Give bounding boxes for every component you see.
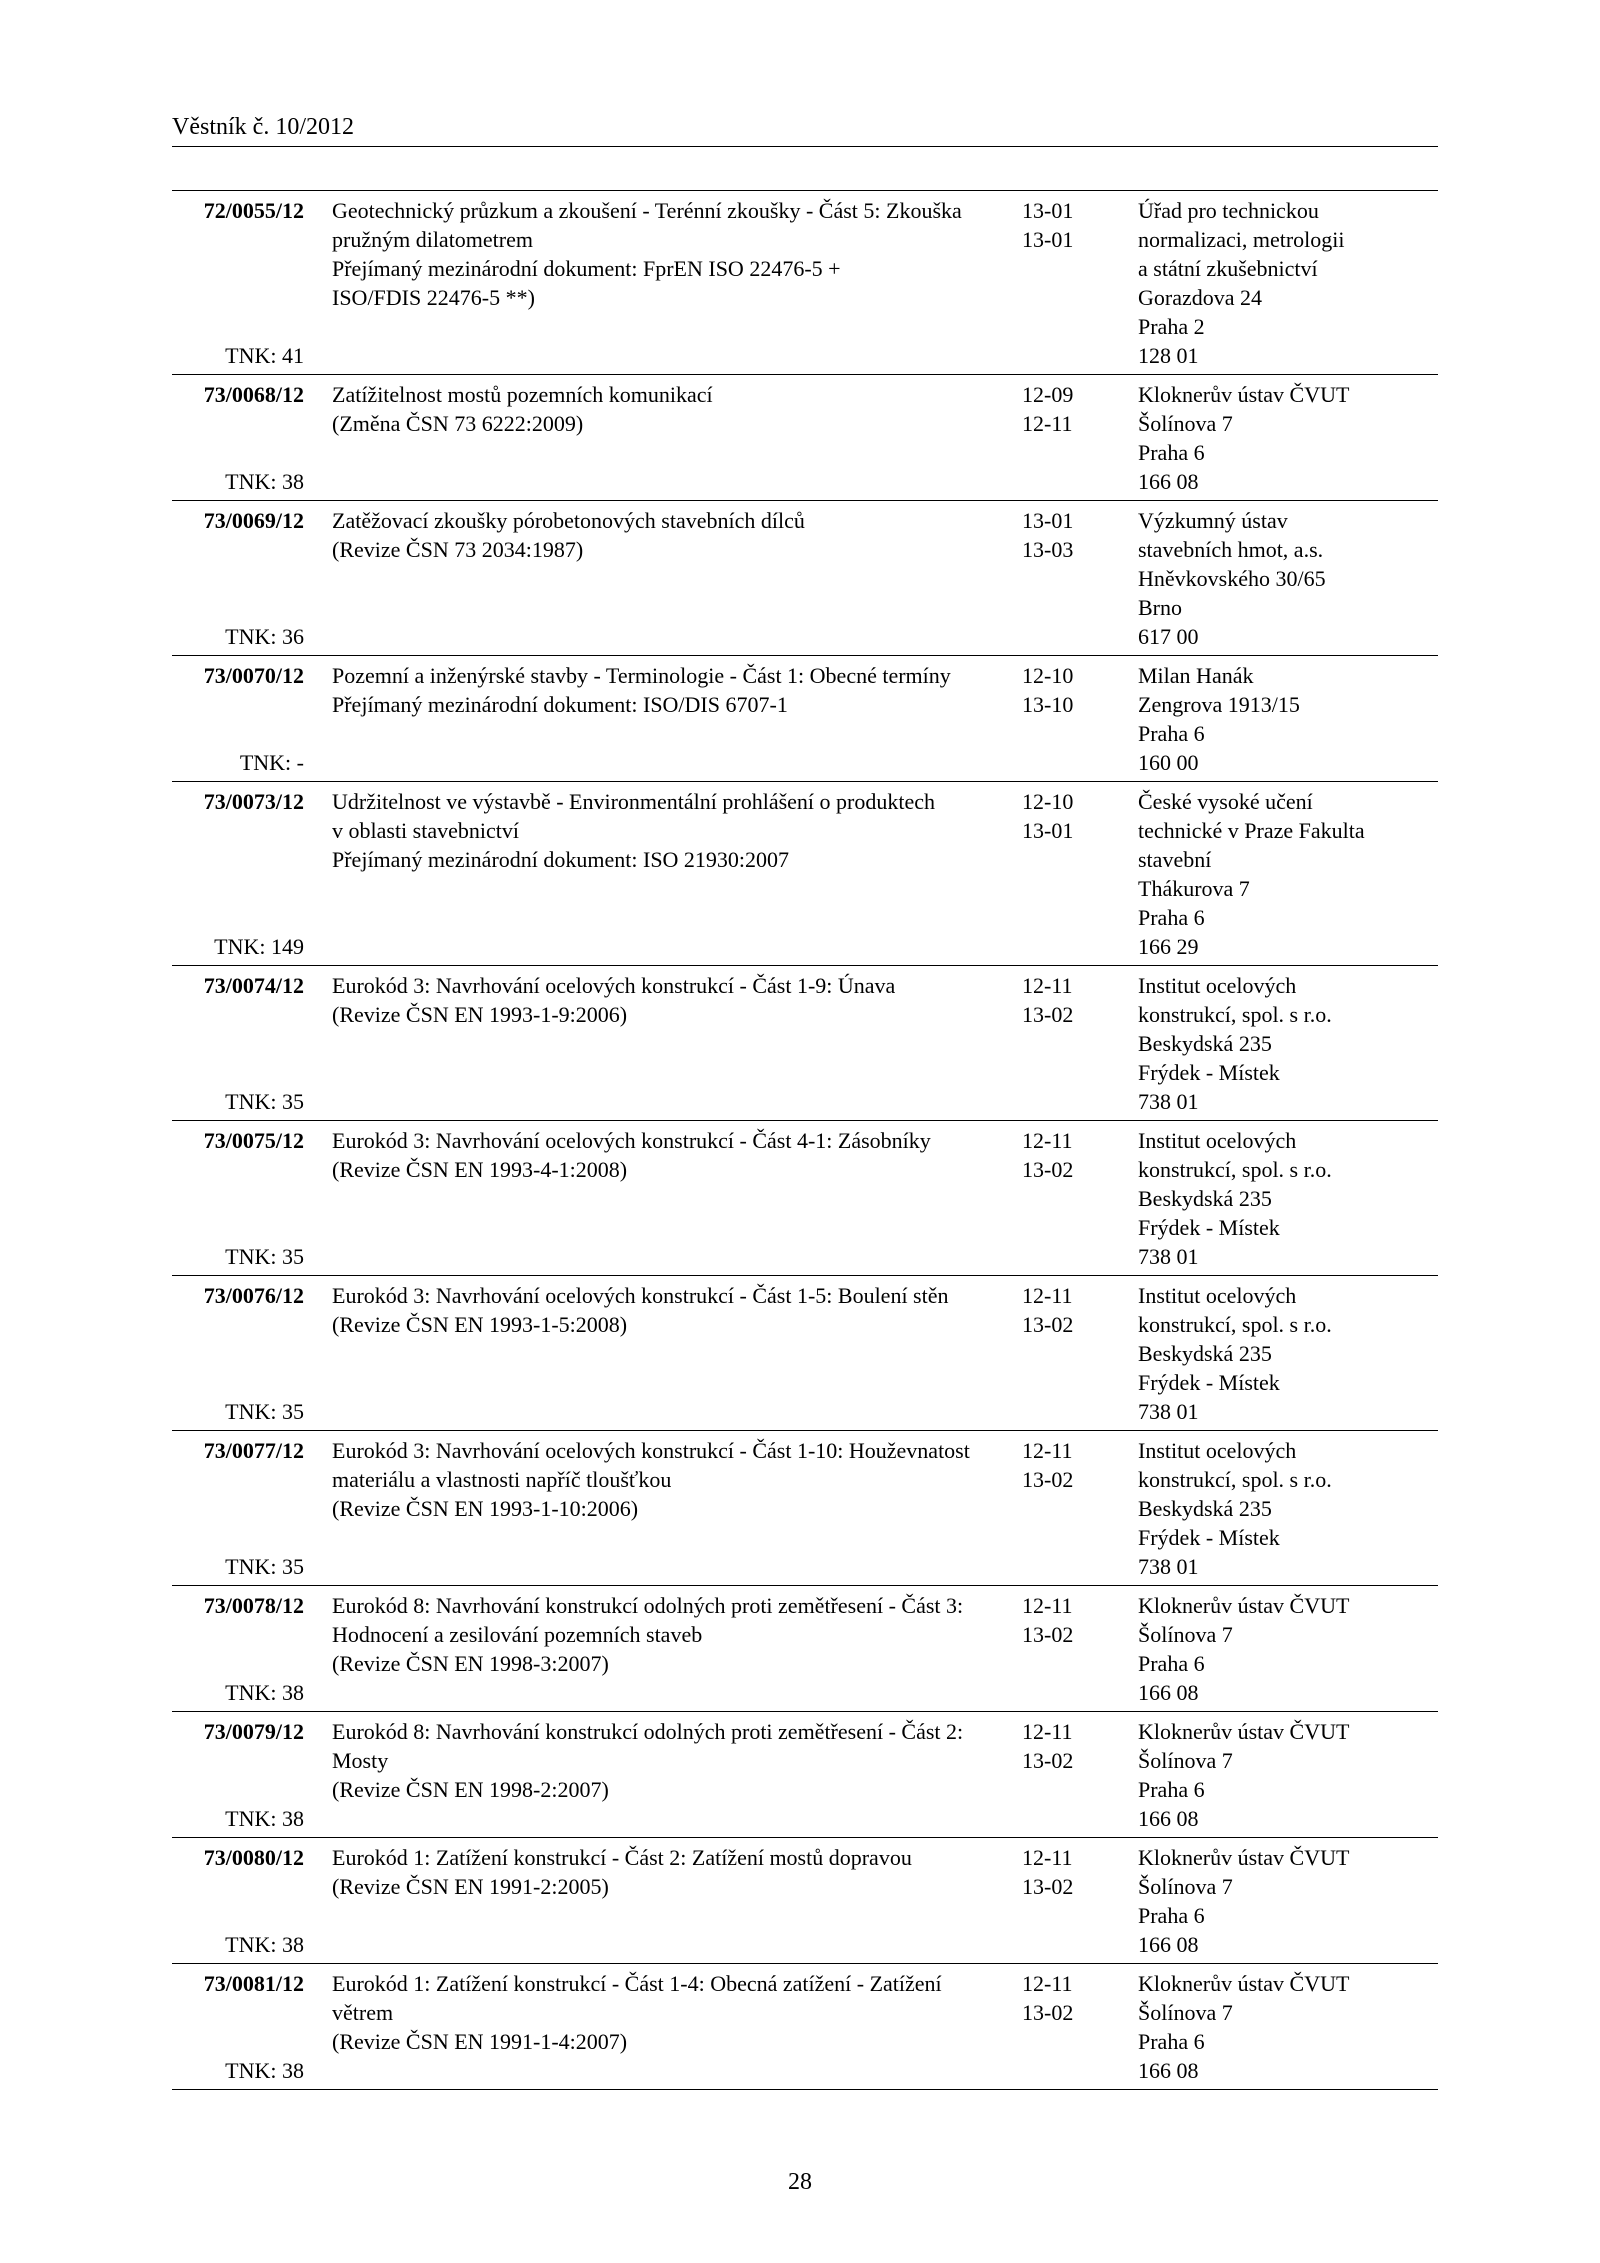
- table-row: [172, 1838, 1438, 1964]
- processor-line: Praha 6: [1138, 1651, 1205, 1676]
- entry-dates: [1000, 1281, 1112, 1426]
- table-row: [172, 1964, 1438, 2090]
- description-line: v oblasti stavebnictví: [332, 818, 519, 843]
- entry-tnk: TNK: 38: [225, 469, 304, 494]
- processor-line: 166 08: [1138, 469, 1199, 494]
- entry-processor: [1112, 1126, 1438, 1271]
- entry-dates: [1000, 1843, 1112, 1959]
- date-value: 13-02: [1022, 1157, 1074, 1182]
- entry-id-cell: [172, 1281, 308, 1426]
- entry-number: 73/0068/12: [203, 382, 304, 407]
- description-line: Eurokód 8: Navrhování konstrukcí odolných proti zemětřesení - Část 3:: [332, 1593, 964, 1618]
- table-row: [172, 1431, 1438, 1586]
- description-line: Geotechnický průzkum a zkoušení - Terénní zkoušky - Část 5: Zkouška: [332, 198, 962, 223]
- description-line: (Revize ČSN EN 1993-1-10:2006): [332, 1496, 639, 1521]
- table-row: [172, 375, 1438, 501]
- processor-line: 166 08: [1138, 1932, 1199, 1957]
- entry-dates: [1000, 1717, 1112, 1833]
- entry-description: [308, 787, 1000, 961]
- entry-processor: [1112, 1591, 1438, 1707]
- processor-line: Úřad pro technickou: [1138, 198, 1319, 223]
- description-line: (Revize ČSN EN 1993-4-1:2008): [332, 1157, 628, 1182]
- processor-line: Frýdek - Místek: [1138, 1525, 1280, 1550]
- entry-processor: [1112, 661, 1438, 777]
- processor-line: Frýdek - Místek: [1138, 1060, 1280, 1085]
- entry-id-cell: [172, 506, 308, 651]
- processor-line: 738 01: [1138, 1554, 1199, 1579]
- entry-description: [308, 1969, 1000, 2085]
- entry-number: 73/0079/12: [203, 1719, 304, 1744]
- entry-processor: [1112, 196, 1438, 370]
- processor-line: Frýdek - Místek: [1138, 1215, 1280, 1240]
- entry-number: 73/0069/12: [203, 508, 304, 533]
- processor-line: Kloknerův ústav ČVUT: [1138, 1593, 1350, 1618]
- date-value: 12-11: [1022, 1593, 1073, 1618]
- date-value: 12-09: [1022, 382, 1074, 407]
- description-line: Eurokód 3: Navrhování ocelových konstrukcí - Část 1-10: Houževnatost: [332, 1438, 970, 1463]
- processor-line: Kloknerův ústav ČVUT: [1138, 1971, 1350, 1996]
- processor-line: Beskydská 235: [1138, 1186, 1272, 1211]
- processor-line: Milan Hanák: [1138, 663, 1254, 688]
- entry-description: [308, 971, 1000, 1116]
- entry-processor: [1112, 1843, 1438, 1959]
- entry-processor: [1112, 1281, 1438, 1426]
- page-title: Věstník č. 10/2012: [172, 114, 354, 140]
- entry-number: 73/0080/12: [203, 1845, 304, 1870]
- processor-line: 166 08: [1138, 1806, 1199, 1831]
- description-line: (Změna ČSN 73 6222:2009): [332, 411, 584, 436]
- entry-number: 73/0081/12: [203, 1971, 304, 1996]
- processor-line: stavební: [1138, 847, 1212, 872]
- processor-line: Kloknerův ústav ČVUT: [1138, 382, 1350, 407]
- processor-line: Praha 6: [1138, 1777, 1205, 1802]
- entry-number: 73/0078/12: [203, 1593, 304, 1618]
- entry-number: 72/0055/12: [203, 198, 304, 223]
- description-line: (Revize ČSN EN 1993-1-5:2008): [332, 1312, 628, 1337]
- entry-dates: [1000, 661, 1112, 777]
- entry-id-cell: [172, 1843, 308, 1959]
- date-value: 12-11: [1022, 1971, 1073, 1996]
- date-value: 13-01: [1022, 227, 1074, 252]
- description-line: ISO/FDIS 22476-5 **): [332, 285, 535, 310]
- processor-line: 128 01: [1138, 343, 1199, 368]
- date-value: 12-11: [1022, 1845, 1073, 1870]
- date-value: 13-01: [1022, 508, 1074, 533]
- entry-dates: [1000, 1126, 1112, 1271]
- date-value: 12-11: [1022, 973, 1073, 998]
- standards-table: [172, 190, 1438, 2090]
- entry-description: [308, 506, 1000, 651]
- table-row: [172, 1712, 1438, 1838]
- processor-line: Výzkumný ústav: [1138, 508, 1288, 533]
- description-line: Přejímaný mezinárodní dokument: ISO 21930:2007: [332, 847, 790, 872]
- processor-line: konstrukcí, spol. s r.o.: [1138, 1312, 1332, 1337]
- entry-dates: [1000, 787, 1112, 961]
- entry-processor: [1112, 971, 1438, 1116]
- date-value: 12-11: [1022, 1128, 1073, 1153]
- processor-line: Zengrova 1913/15: [1138, 692, 1300, 717]
- entry-processor: [1112, 1969, 1438, 2085]
- entry-description: [308, 1281, 1000, 1426]
- description-line: (Revize ČSN EN 1998-3:2007): [332, 1651, 609, 1676]
- processor-line: 617 00: [1138, 624, 1199, 649]
- entry-id-cell: [172, 1436, 308, 1581]
- entry-tnk: TNK: 36: [225, 624, 304, 649]
- description-line: Mosty: [332, 1748, 389, 1773]
- table-row: [172, 1121, 1438, 1276]
- date-value: 13-03: [1022, 537, 1074, 562]
- table-row: [172, 501, 1438, 656]
- description-line: Eurokód 3: Navrhování ocelových konstrukcí - Část 1-5: Boulení stěn: [332, 1283, 949, 1308]
- description-line: Udržitelnost ve výstavbě - Environmentální prohlášení o produktech: [332, 789, 936, 814]
- entry-description: [308, 1126, 1000, 1271]
- table-row: [172, 782, 1438, 966]
- entry-id-cell: [172, 1969, 308, 2085]
- processor-line: 738 01: [1138, 1399, 1199, 1424]
- description-line: Eurokód 8: Navrhování konstrukcí odolných proti zemětřesení - Část 2:: [332, 1719, 964, 1744]
- entry-tnk: TNK: 35: [225, 1554, 304, 1579]
- page-header: [172, 112, 1438, 147]
- processor-line: Praha 6: [1138, 905, 1205, 930]
- processor-line: Šolínova 7: [1138, 1622, 1233, 1647]
- date-value: 12-11: [1022, 1283, 1073, 1308]
- page-number: 28: [788, 2169, 812, 2195]
- description-line: Přejímaný mezinárodní dokument: FprEN ISO 22476-5 +: [332, 256, 841, 281]
- entry-id-cell: [172, 196, 308, 370]
- entry-tnk: TNK: 35: [225, 1089, 304, 1114]
- processor-line: Kloknerův ústav ČVUT: [1138, 1719, 1350, 1744]
- processor-line: Šolínova 7: [1138, 1748, 1233, 1773]
- entry-number: 73/0076/12: [203, 1283, 304, 1308]
- entry-description: [308, 380, 1000, 496]
- entry-id-cell: [172, 1126, 308, 1271]
- entry-tnk: TNK: 35: [225, 1399, 304, 1424]
- processor-line: Beskydská 235: [1138, 1031, 1272, 1056]
- entry-dates: [1000, 971, 1112, 1116]
- entry-tnk: TNK: 38: [225, 2058, 304, 2083]
- processor-line: Praha 6: [1138, 1903, 1205, 1928]
- date-value: 13-01: [1022, 818, 1074, 843]
- processor-line: konstrukcí, spol. s r.o.: [1138, 1467, 1332, 1492]
- entry-tnk: TNK: -: [239, 750, 304, 775]
- description-line: Zatěžovací zkoušky pórobetonových stavebních dílců: [332, 508, 805, 533]
- description-line: (Revize ČSN EN 1991-1-4:2007): [332, 2029, 628, 2054]
- entry-number: 73/0073/12: [203, 789, 304, 814]
- description-line: Zatížitelnost mostů pozemních komunikací: [332, 382, 713, 407]
- date-value: 13-02: [1022, 1874, 1074, 1899]
- processor-line: Institut ocelových: [1138, 1128, 1297, 1153]
- processor-line: Beskydská 235: [1138, 1341, 1272, 1366]
- processor-line: normalizaci, metrologii: [1138, 227, 1345, 252]
- processor-line: České vysoké učení: [1138, 789, 1313, 814]
- entry-tnk: TNK: 35: [225, 1244, 304, 1269]
- processor-line: 166 08: [1138, 2058, 1199, 2083]
- entry-dates: [1000, 196, 1112, 370]
- date-value: 13-02: [1022, 1622, 1074, 1647]
- processor-line: Institut ocelových: [1138, 1283, 1297, 1308]
- entry-tnk: TNK: 149: [214, 934, 304, 959]
- entry-id-cell: [172, 1591, 308, 1707]
- description-line: (Revize ČSN EN 1998-2:2007): [332, 1777, 609, 1802]
- entry-number: 73/0077/12: [203, 1438, 304, 1463]
- entry-processor: [1112, 1436, 1438, 1581]
- entry-id-cell: [172, 787, 308, 961]
- entry-description: [308, 1591, 1000, 1707]
- description-line: (Revize ČSN EN 1993-1-9:2006): [332, 1002, 628, 1027]
- description-line: Přejímaný mezinárodní dokument: ISO/DIS 6707-1: [332, 692, 788, 717]
- entry-tnk: TNK: 41: [225, 343, 304, 368]
- description-line: (Revize ČSN EN 1991-2:2005): [332, 1874, 609, 1899]
- processor-line: 738 01: [1138, 1244, 1199, 1269]
- entry-number: 73/0070/12: [203, 663, 304, 688]
- entry-description: [308, 196, 1000, 370]
- description-line: materiálu a vlastnosti napříč tloušťkou: [332, 1467, 672, 1492]
- processor-line: Praha 6: [1138, 440, 1205, 465]
- entry-dates: [1000, 1969, 1112, 2085]
- entry-number: 73/0074/12: [203, 973, 304, 998]
- processor-line: Beskydská 235: [1138, 1496, 1272, 1521]
- processor-line: Frýdek - Místek: [1138, 1370, 1280, 1395]
- entry-description: [308, 1843, 1000, 1959]
- description-line: (Revize ČSN 73 2034:1987): [332, 537, 584, 562]
- entry-id-cell: [172, 380, 308, 496]
- processor-line: stavebních hmot, a.s.: [1138, 537, 1324, 562]
- entry-number: 73/0075/12: [203, 1128, 304, 1153]
- processor-line: Brno: [1138, 595, 1182, 620]
- entry-id-cell: [172, 971, 308, 1116]
- entry-dates: [1000, 1591, 1112, 1707]
- processor-line: a státní zkušebnictví: [1138, 256, 1318, 281]
- processor-line: Gorazdova 24: [1138, 285, 1263, 310]
- date-value: 13-02: [1022, 1312, 1074, 1337]
- processor-line: Institut ocelových: [1138, 1438, 1297, 1463]
- description-line: Hodnocení a zesilování pozemních staveb: [332, 1622, 703, 1647]
- entry-processor: [1112, 787, 1438, 961]
- description-line: větrem: [332, 2000, 394, 2025]
- entry-dates: [1000, 380, 1112, 496]
- processor-line: Praha 6: [1138, 2029, 1205, 2054]
- processor-line: Institut ocelových: [1138, 973, 1297, 998]
- entry-tnk: TNK: 38: [225, 1932, 304, 1957]
- entry-tnk: TNK: 38: [225, 1680, 304, 1705]
- date-value: 12-11: [1022, 1719, 1073, 1744]
- processor-line: konstrukcí, spol. s r.o.: [1138, 1157, 1332, 1182]
- processor-line: 738 01: [1138, 1089, 1199, 1114]
- entry-tnk: TNK: 38: [225, 1806, 304, 1831]
- entry-processor: [1112, 506, 1438, 651]
- processor-line: 166 29: [1138, 934, 1199, 959]
- processor-line: Šolínova 7: [1138, 2000, 1233, 2025]
- date-value: 13-10: [1022, 692, 1074, 717]
- entry-dates: [1000, 1436, 1112, 1581]
- description-line: Eurokód 1: Zatížení konstrukcí - Část 1-4: Obecná zatížení - Zatížení: [332, 1971, 942, 1996]
- entry-id-cell: [172, 1717, 308, 1833]
- processor-line: technické v Praze Fakulta: [1138, 818, 1365, 843]
- processor-line: Thákurova 7: [1138, 876, 1250, 901]
- date-value: 12-11: [1022, 1438, 1073, 1463]
- processor-line: Praha 2: [1138, 314, 1205, 339]
- description-line: Eurokód 3: Navrhování ocelových konstrukcí - Část 4-1: Zásobníky: [332, 1128, 931, 1153]
- processor-line: Hněvkovského 30/65: [1138, 566, 1326, 591]
- table-row: [172, 1586, 1438, 1712]
- processor-line: 160 00: [1138, 750, 1199, 775]
- description-line: pružným dilatometrem: [332, 227, 533, 252]
- table-row: [172, 656, 1438, 782]
- entry-dates: [1000, 506, 1112, 651]
- table-row: [172, 191, 1438, 375]
- table-row: [172, 1276, 1438, 1431]
- date-value: 13-01: [1022, 198, 1074, 223]
- entry-description: [308, 661, 1000, 777]
- date-value: 12-10: [1022, 789, 1074, 814]
- processor-line: konstrukcí, spol. s r.o.: [1138, 1002, 1332, 1027]
- date-value: 13-02: [1022, 1467, 1074, 1492]
- date-value: 12-11: [1022, 411, 1073, 436]
- description-line: Eurokód 3: Navrhování ocelových konstrukcí - Část 1-9: Únava: [332, 973, 896, 998]
- date-value: 13-02: [1022, 2000, 1074, 2025]
- entry-id-cell: [172, 661, 308, 777]
- processor-line: 166 08: [1138, 1680, 1199, 1705]
- processor-line: Kloknerův ústav ČVUT: [1138, 1845, 1350, 1870]
- date-value: 13-02: [1022, 1748, 1074, 1773]
- entry-description: [308, 1436, 1000, 1581]
- date-value: 12-10: [1022, 663, 1074, 688]
- processor-line: Šolínova 7: [1138, 411, 1233, 436]
- entry-processor: [1112, 380, 1438, 496]
- entry-description: [308, 1717, 1000, 1833]
- date-value: 13-02: [1022, 1002, 1074, 1027]
- entry-processor: [1112, 1717, 1438, 1833]
- table-row: [172, 966, 1438, 1121]
- processor-line: Praha 6: [1138, 721, 1205, 746]
- description-line: Pozemní a inženýrské stavby - Terminologie - Část 1: Obecné termíny: [332, 663, 951, 688]
- processor-line: Šolínova 7: [1138, 1874, 1233, 1899]
- description-line: Eurokód 1: Zatížení konstrukcí - Část 2: Zatížení mostů dopravou: [332, 1845, 912, 1870]
